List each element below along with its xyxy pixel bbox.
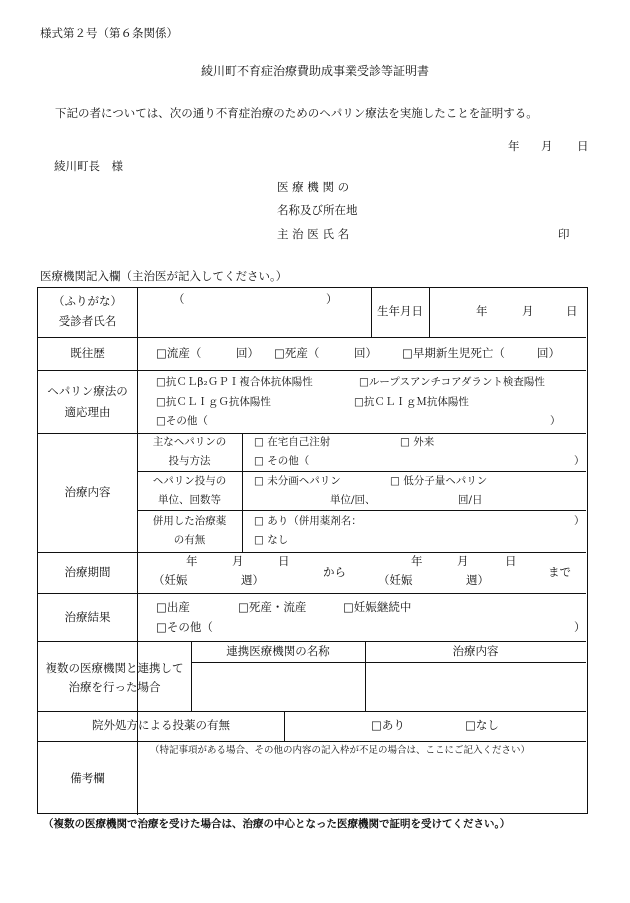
dob-month: 月 bbox=[522, 304, 534, 318]
history-neonatal-count: 回） bbox=[537, 346, 560, 360]
period-end-month: 月 bbox=[457, 554, 469, 568]
multi-label-1: 複数の医療機関と連携して bbox=[45, 661, 184, 675]
method-label-2: 投与方法 bbox=[168, 455, 211, 467]
dob-label: 生年月日 bbox=[377, 304, 423, 318]
multi-label-2: 治療を行った場合 bbox=[68, 680, 161, 694]
furigana-label: （ふりがな） bbox=[53, 294, 122, 308]
period-start-month: 月 bbox=[232, 554, 244, 568]
concomitant-no: □ なし bbox=[254, 534, 289, 546]
history-miscarriage: □流産（ bbox=[156, 346, 202, 360]
heparin-reason-label-1: ヘパリン療法の bbox=[47, 384, 128, 398]
institution-label-2: 名称及び所在地 bbox=[277, 203, 358, 217]
history-miscarriage-count: 回） bbox=[236, 346, 259, 360]
period-to: まで bbox=[548, 565, 571, 579]
dose-label-1: ヘパリン投与の bbox=[152, 475, 227, 487]
period-label: 治療期間 bbox=[64, 565, 111, 579]
method-label-1: 主なヘパリンの bbox=[152, 436, 227, 448]
footer-note: （複数の医療機関で治療を受けた場合は、治療の中心となった医療機関で証明を受けてください。） bbox=[43, 818, 511, 830]
reason-cl-b2gpi: □抗ＣＬβ₂ＧＰＩ複合体抗体陽性 bbox=[156, 376, 313, 388]
multi-col-treatment: 治療内容 bbox=[452, 644, 499, 658]
history-stillbirth-count: 回） bbox=[354, 346, 377, 360]
period-end-preg: （妊娠 bbox=[378, 573, 413, 587]
period-end-week: 週） bbox=[466, 573, 489, 587]
institution-label-1: 医 療 機 関 の bbox=[277, 180, 350, 194]
concomitant-label-1: 併用した治療薬 bbox=[152, 515, 227, 527]
outpatient-label: 院外処方による投薬の有無 bbox=[92, 718, 230, 732]
date-day: 日 bbox=[577, 139, 589, 153]
dose-low-molecular: □ 低分子量ヘパリン bbox=[390, 475, 488, 487]
multi-col-institution: 連携医療機関の名称 bbox=[226, 644, 330, 658]
concomitant-label-2: の有無 bbox=[173, 534, 206, 546]
result-continuing: □妊娠継続中 bbox=[343, 600, 412, 614]
reason-cl-igm: □抗ＣＬＩｇＭ抗体陽性 bbox=[354, 396, 469, 408]
addressee: 綾川町長 様 bbox=[54, 159, 123, 173]
result-other: □その他（ bbox=[156, 620, 213, 634]
result-stillbirth: □死産・流産 bbox=[238, 600, 307, 614]
concomitant-yes: □ あり（併用薬剤名： bbox=[254, 515, 362, 527]
form-number: 様式第２号（第６条関係） bbox=[40, 26, 178, 40]
remarks-label: 備考欄 bbox=[70, 771, 105, 785]
doctor-name-label: 主 治 医 氏 名 bbox=[277, 227, 350, 241]
seal-mark: 印 bbox=[558, 227, 570, 241]
section-heading: 医療機関記入欄（主治医が記入してください。） bbox=[40, 269, 288, 283]
period-from: から bbox=[323, 565, 346, 579]
furigana-paren-close: ） bbox=[326, 292, 338, 306]
method-other: □ その他（ bbox=[254, 455, 310, 467]
reason-other-close: ） bbox=[550, 415, 561, 427]
dose-unit-per-dose: 単位/回、 bbox=[330, 494, 376, 506]
heparin-reason-label-2: 適応理由 bbox=[64, 405, 111, 419]
dose-unfractionated: □ 未分画ヘパリン bbox=[254, 475, 341, 487]
history-stillbirth: □死産（ bbox=[274, 346, 320, 360]
result-birth: □出産 bbox=[156, 600, 190, 614]
period-end-day: 日 bbox=[505, 554, 517, 568]
document-title: 綾川町不育症治療費助成事業受診等証明書 bbox=[200, 64, 429, 78]
patient-name-label: 受診者氏名 bbox=[58, 314, 117, 328]
reason-other: □その他（ bbox=[156, 415, 208, 427]
reason-lupus: □ループスアンチコアダラント検査陽性 bbox=[359, 376, 545, 388]
date-month: 月 bbox=[541, 139, 553, 153]
history-label: 既往歴 bbox=[70, 346, 105, 360]
method-self-injection: □ 在宅自己注射 bbox=[254, 436, 331, 448]
result-other-close: ） bbox=[574, 620, 586, 634]
period-start-preg: （妊娠 bbox=[153, 573, 188, 587]
method-outpatient: □ 外来 bbox=[400, 436, 435, 448]
dob-day: 日 bbox=[566, 304, 578, 318]
intro-text: 下記の者については、次の通り不育症治療のためのヘパリン療法を実施したことを証明する。 bbox=[55, 106, 538, 120]
certificate-form bbox=[37, 287, 588, 814]
outpatient-no: □なし bbox=[465, 718, 499, 732]
date-year: 年 bbox=[508, 139, 520, 153]
treatment-label: 治療内容 bbox=[64, 485, 111, 499]
reason-cl-igg: □抗ＣＬＩｇＧ抗体陽性 bbox=[156, 396, 271, 408]
furigana-paren-open: （ bbox=[173, 292, 185, 306]
method-other-close: ） bbox=[574, 455, 585, 467]
dose-times-per-day: 回/日 bbox=[458, 494, 483, 506]
period-start-day: 日 bbox=[278, 554, 290, 568]
dob-year: 年 bbox=[476, 304, 488, 318]
dose-label-2: 単位、回数等 bbox=[158, 494, 221, 506]
period-start-year: 年 bbox=[186, 554, 198, 568]
period-start-week: 週） bbox=[241, 573, 264, 587]
period-end-year: 年 bbox=[411, 554, 423, 568]
concomitant-close: ） bbox=[574, 515, 585, 527]
result-label: 治療結果 bbox=[64, 610, 111, 624]
history-neonatal: □早期新生児死亡（ bbox=[402, 346, 505, 360]
remarks-note: （特記事項がある場合、その他の内容の記入枠が不足の場合は、ここにご記入ください） bbox=[150, 745, 531, 756]
outpatient-yes: □あり bbox=[371, 718, 405, 732]
